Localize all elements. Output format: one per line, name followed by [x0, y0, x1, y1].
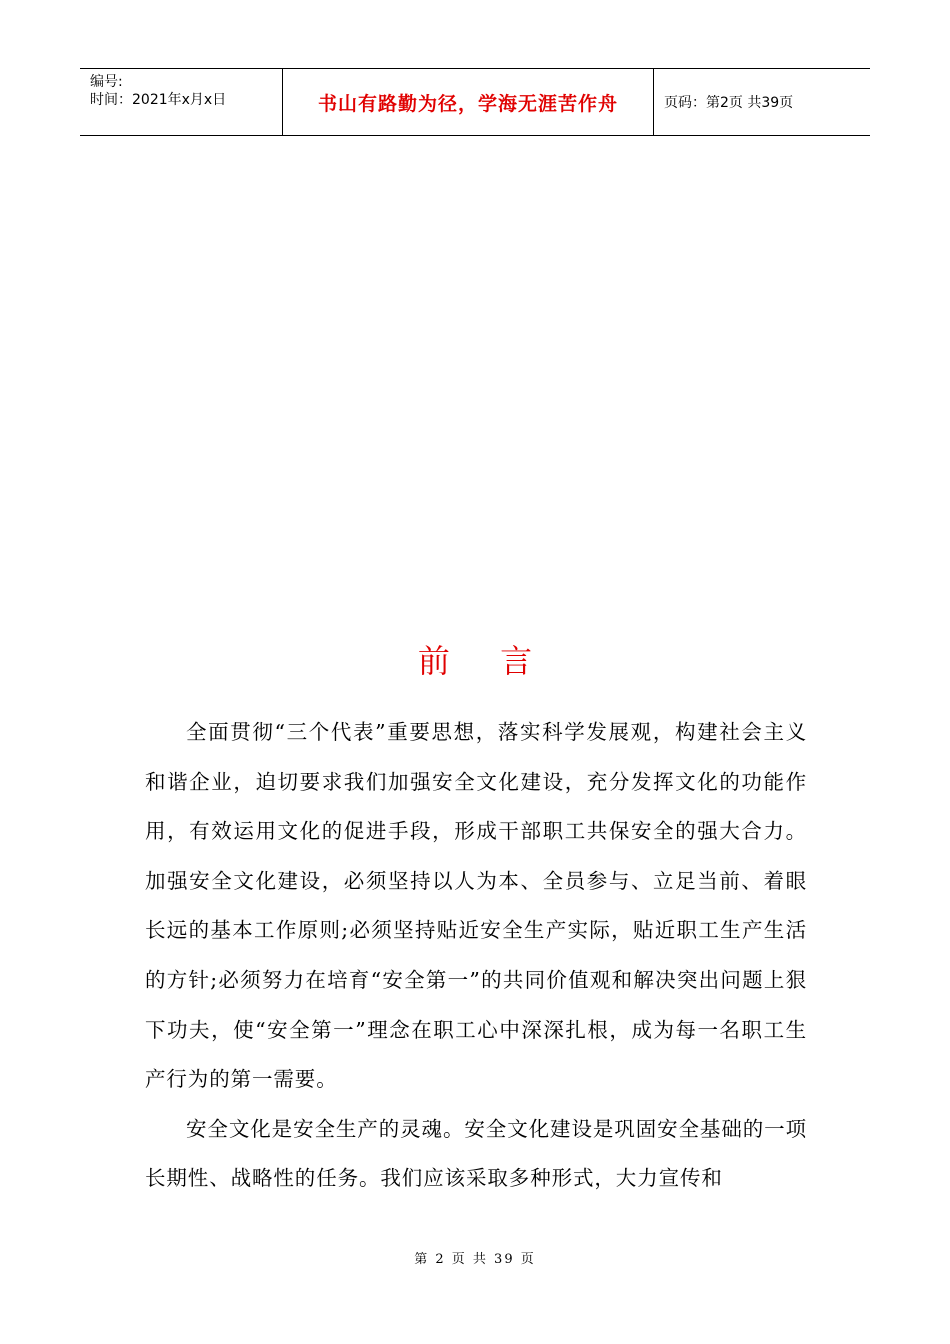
- header-meta: [80, 69, 282, 135]
- document-number-label: 编号:: [90, 74, 123, 90]
- document-body: [145, 708, 807, 1204]
- page-header: [80, 68, 870, 136]
- header-page-info: 页码：第2页 共39页: [664, 95, 794, 111]
- paragraph: 全面贯彻“三个代表”重要思想，落实科学发展观，构建社会主义和谐企业，迫切要求我们加强安全文化建设，充分发挥文化的功能作用，有效运用文化的促进手段，形成干部职工共保安全的强大合力。加强安全文化建设，必须坚持以人为本、全员参与、立足当前、着眼长远的基本工作原则;必须坚持贴近安全生产实际，贴近职工生产生活的方针;必须努力在培育“安全第一”的共同价值观和解决突出问题上狠下功夫，使“安全第一”理念在职工心中深深扎根，成为每一名职工生产行为的第一需要。: [145, 720, 807, 1092]
- document-title: 前 言: [417, 642, 553, 680]
- page-footer: 第 2 页 共 39 页: [414, 1252, 536, 1267]
- document-time-label: 时间：2021年x月x日: [90, 92, 227, 108]
- header-motto: 书山有路勤为径，学海无涯苦作舟: [282, 69, 654, 135]
- paragraph: 安全文化是安全生产的灵魂。安全文化建设是巩固安全基础的一项长期性、战略性的任务。我们应该采取多种形式，大力宣传和: [145, 1116, 807, 1191]
